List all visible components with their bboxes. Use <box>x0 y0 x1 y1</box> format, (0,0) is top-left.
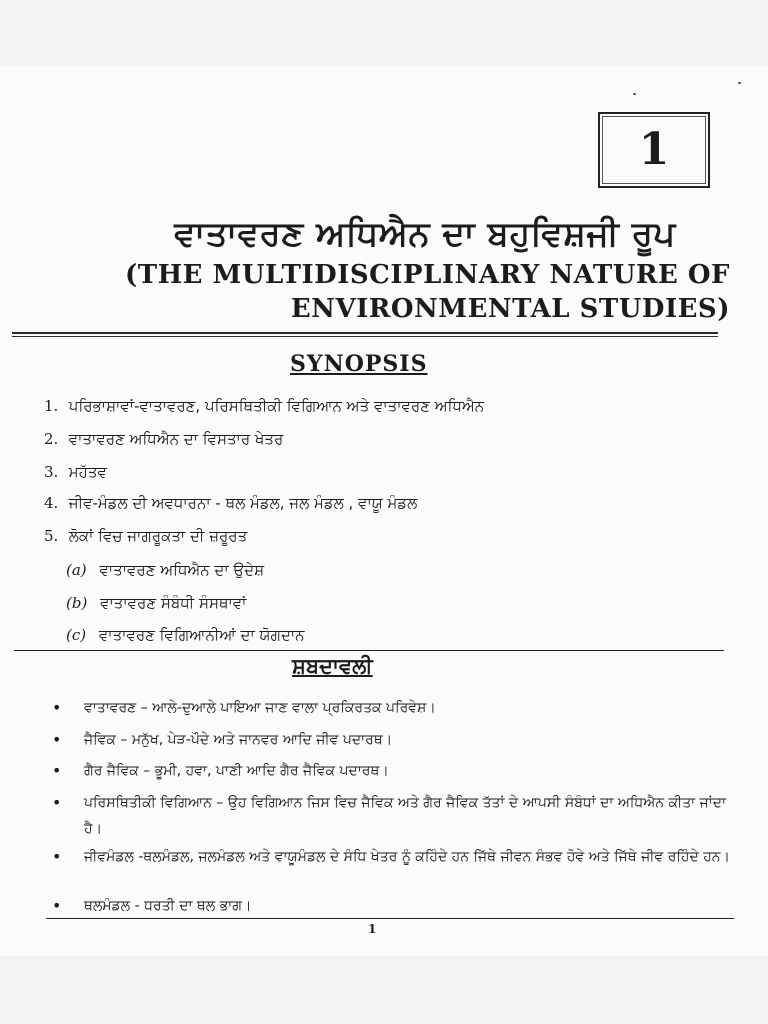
chapter-number-box <box>598 112 710 188</box>
glossary-item-text: ਵਾਤਾਵਰਣ – ਆਲੇ-ਦੁਆਲੇ ਪਾਇਆ ਜਾਣ ਵਾਲਾ ਪ੍ਰਕਿਰਤਕ ਪਰਿਵੇਸ਼। <box>84 700 436 716</box>
glossary-item <box>52 790 732 842</box>
bullet-icon: • <box>52 761 62 780</box>
synopsis-item-number: 1. <box>44 397 59 415</box>
chapter-title-punjabi: ਵਾਤਾਵਰਣ ਅਧਿਐਨ ਦਾ ਬਹੁਵਿਸ਼ਜੀ ਰੂਪ <box>174 214 676 254</box>
print-speck <box>738 82 741 84</box>
synopsis-subitem <box>66 626 305 644</box>
synopsis-item <box>44 397 484 415</box>
glossary-item <box>52 844 732 870</box>
synopsis-divider <box>14 650 724 651</box>
glossary-item <box>52 727 732 753</box>
synopsis-subitem-text: ਵਾਤਾਵਰਣ ਅਧਿਐਨ ਦਾ ਉਦੇਸ਼ <box>99 561 265 579</box>
synopsis-subitem-text: ਵਾਤਾਵਰਣ ਸੰਬੰਧੀ ਸੰਸਥਾਵਾਂ <box>100 594 247 612</box>
synopsis-item-text: ਜੀਵ-ਮੰਡਲ ਦੀ ਅਵਧਾਰਨਾ - ਥਲ ਮੰਡਲ, ਜਲ ਮੰਡਲ , ਵਾਯੂ ਮੰਡਲ <box>68 494 418 512</box>
glossary-item <box>52 758 732 784</box>
bullet-icon: • <box>52 730 62 749</box>
synopsis-item-number: 2. <box>44 430 59 448</box>
synopsis-subitem-letter: (c) <box>66 626 87 644</box>
synopsis-item-number: 3. <box>44 463 59 481</box>
glossary-item <box>52 695 732 721</box>
synopsis-item-text: ਮਹੱਤਵ <box>68 463 107 481</box>
title-divider <box>12 332 718 337</box>
glossary-item-text: ਜੀਵਮੰਡਲ -ਥਲਮੰਡਲ, ਜਲਮੰਡਲ ਅਤੇ ਵਾਯੂਮੰਡਲ ਦੇ ਸੰਧਿ ਖੇਤਰ ਨੂੰ ਕਹਿੰਦੇ ਹਨ ਜਿੱਥੇ ਜੀਵਨ ਸੰਭਵ ਹੋਵੇ ਅਤੇ ਜਿੱਥੇ ਜੀਵ ਰਹਿੰਦੇ ਹਨ। <box>84 849 730 865</box>
print-speck <box>633 93 636 95</box>
synopsis-item <box>44 463 107 481</box>
synopsis-subitem <box>66 561 264 579</box>
synopsis-item-number: 4. <box>44 494 59 512</box>
page-number: 1 <box>368 922 377 936</box>
synopsis-item-text: ਲੋਕਾਂ ਵਿਚ ਜਾਗਰੂਕਤਾ ਦੀ ਜ਼ਰੂਰਤ <box>68 527 248 545</box>
bullet-icon: • <box>52 896 62 915</box>
synopsis-subitem-letter: (b) <box>66 594 88 612</box>
synopsis-subitem <box>66 594 246 612</box>
footer-divider <box>46 918 734 919</box>
synopsis-item <box>44 430 283 448</box>
chapter-title-english-line2: ENVIRONMENTAL STUDIES) <box>290 294 730 324</box>
synopsis-heading: SYNOPSIS <box>290 351 428 377</box>
bullet-icon: • <box>52 847 62 866</box>
chapter-title-english-line1: (THE MULTIDISCIPLINARY NATURE OF <box>124 260 730 290</box>
glossary-item <box>52 893 732 919</box>
synopsis-subitem-letter: (a) <box>66 561 87 579</box>
glossary-item-text: ਪਰਿਸਥਿਤੀਕੀ ਵਿਗਿਆਨ – ਉਹ ਵਿਗਿਆਨ ਜਿਸ ਵਿਚ ਜੈਵਿਕ ਅਤੇ ਗੈਰ ਜੈਵਿਕ ਤੱਤਾਂ ਦੇ ਆਪਸੀ ਸੰਬੰਧਾਂ ਦਾ ਅਧਿਐਨ ਕੀਤਾ ਜਾਂਦਾ ਹੈ। <box>84 795 727 837</box>
chapter-number: 1 <box>638 124 670 175</box>
synopsis-item <box>44 494 417 512</box>
glossary-item-text: ਗੈਰ ਜੈਵਿਕ – ਭੂਮੀ, ਹਵਾ, ਪਾਣੀ ਆਦਿ ਗੈਰ ਜੈਵਿਕ ਪਦਾਰਥ। <box>84 763 389 779</box>
chapter-title-english <box>70 258 730 326</box>
synopsis-item-text: ਵਾਤਾਵਰਣ ਅਧਿਐਨ ਦਾ ਵਿਸਤਾਰ ਖੇਤਰ <box>68 430 284 448</box>
synopsis-item-number: 5. <box>44 527 59 545</box>
glossary-heading: ਸ਼ਬਦਾਵਲੀ <box>292 654 373 678</box>
synopsis-item <box>44 527 247 545</box>
synopsis-subitem-text: ਵਾਤਾਵਰਣ ਵਿਗਿਆਨੀਆਂ ਦਾ ਯੋਗਦਾਨ <box>98 626 305 644</box>
bullet-icon: • <box>52 698 62 717</box>
glossary-item-text: ਜੈਵਿਕ – ਮਨੁੱਖ, ਪੇੜ-ਪੌਦੇ ਅਤੇ ਜਾਨਵਰ ਆਦਿ ਜੀਵ ਪਦਾਰਥ। <box>84 732 393 748</box>
synopsis-item-text: ਪਰਿਭਾਸ਼ਾਵਾਂ-ਵਾਤਾਵਰਣ, ਪਰਿਸਥਿਤੀਕੀ ਵਿਗਿਆਨ ਅਤੇ ਵਾਤਾਵਰਣ ਅਧਿਐਨ <box>68 397 485 415</box>
glossary-item-text: ਥਲਮੰਡਲ - ਧਰਤੀ ਦਾ ਥਲ ਭਾਗ। <box>84 898 252 914</box>
bullet-icon: • <box>52 793 62 812</box>
